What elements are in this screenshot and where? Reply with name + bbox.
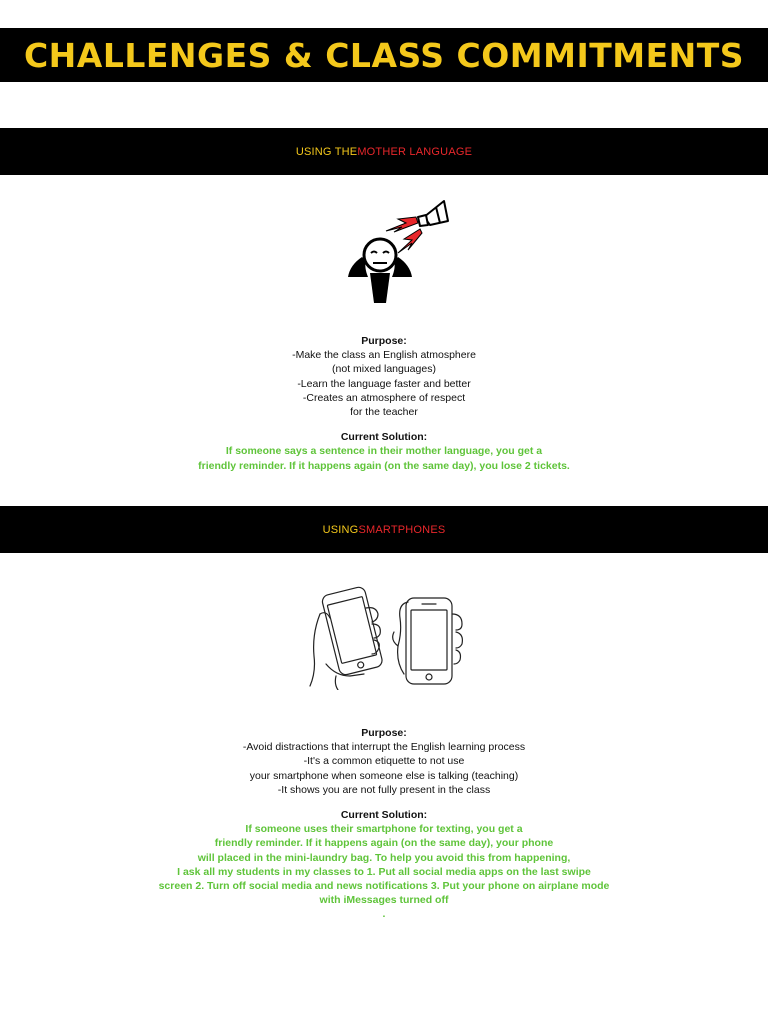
purpose-heading: Purpose:	[361, 335, 407, 347]
section-header-prefix: USING THE	[295, 145, 358, 158]
solution-line: If someone says a sentence in their mother language, you get a	[225, 445, 543, 458]
section-header-highlight: MOTHER LANGUAGE	[357, 145, 473, 158]
page-title: CHALLENGES & CLASS COMMITMENTS	[23, 35, 745, 75]
purpose-line: -It shows you are not fully present in the class	[277, 783, 491, 796]
section-header-highlight: SMARTPHONES	[358, 523, 446, 536]
section-header-smartphones	[0, 506, 768, 553]
section-smartphones-content	[0, 726, 768, 922]
purpose-line: -It's a common etiquette to not use	[303, 755, 465, 768]
annoyed-person-megaphone-icon	[340, 195, 450, 307]
section-header-mother-language	[0, 128, 768, 175]
purpose-heading: Purpose:	[361, 727, 407, 739]
solution-heading: Current Solution:	[340, 809, 428, 822]
solution-line: If someone uses their smartphone for texting, you get a	[245, 823, 523, 836]
purpose-line: for the teacher	[350, 406, 418, 419]
solution-line: .	[382, 908, 386, 921]
solution-line: screen 2. Turn off social media and news notifications 3. Put your phone on airplane mode	[158, 880, 610, 893]
purpose-line: (not mixed languages)	[332, 363, 436, 376]
title-banner	[0, 28, 768, 82]
solution-line: will placed in the mini-laundry bag. To help you avoid this from happening,	[197, 851, 571, 864]
solution-line: friendly reminder. If it happens again (on the same day), your phone	[214, 837, 554, 850]
purpose-line: -Learn the language faster and better	[297, 377, 471, 390]
purpose-line: -Make the class an English atmosphere	[292, 349, 476, 362]
purpose-line: -Creates an atmosphere of respect	[302, 391, 466, 404]
solution-line: with iMessages turned off	[319, 894, 449, 907]
purpose-line: -Avoid distractions that interrupt the English learning process	[242, 741, 526, 754]
solution-line: friendly reminder. If it happens again (on the same day), you lose 2 tickets.	[198, 459, 570, 472]
section-mother-language-content	[0, 334, 768, 473]
section-header-prefix: USING	[322, 523, 359, 536]
purpose-line: your smartphone when someone else is talking (teaching)	[249, 769, 519, 782]
solution-heading: Current Solution:	[340, 431, 428, 444]
solution-line: I ask all my students in my classes to 1. Put all social media apps on the last swipe	[177, 865, 591, 878]
hands-holding-smartphones-icon	[306, 584, 466, 690]
